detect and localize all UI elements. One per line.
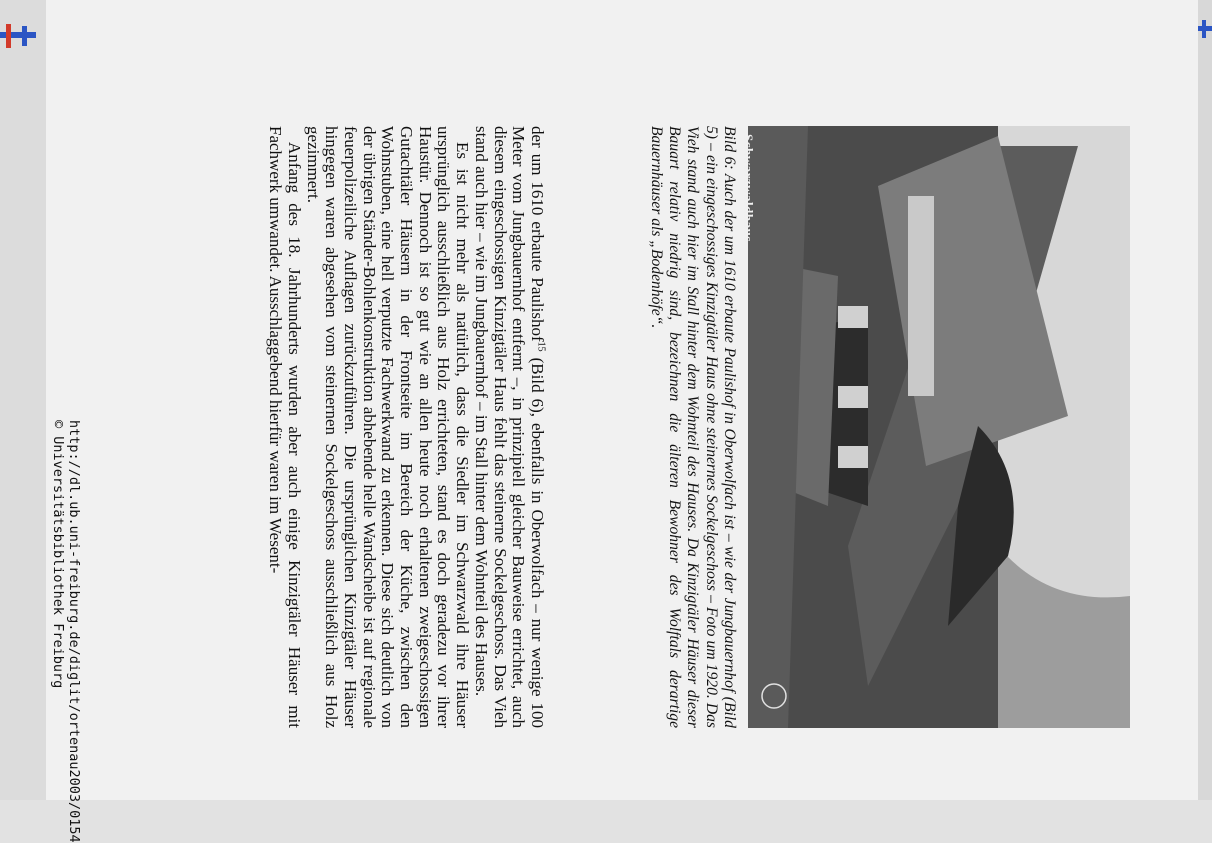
figure-caption [647, 126, 738, 728]
caption-text: Auch der um 1610 erbaute Paulishof in Oberwolfach ist – wie der Jungbauernhof (Bild 5) – ein eingeschossiges Kinzigtäler Haus ohne steinernes Sockelgeschoss – Foto um 1920. Das Vieh stand auch hier im Stall hinter dem Wohnteil des Hauses. Da Kinzigtäler Häuser dieser Bauart relativ niedrig sind, bezeichnen die älteren Bewohner des Wolftals derartige Bauernhäuser als „Bodenhöfe“. [647, 126, 738, 728]
thatched-farmhouse-image [748, 126, 1130, 728]
farmhouse-photo [741, 126, 1130, 728]
color-calibration-marks-right [1198, 20, 1212, 60]
body-paragraph-2: Es ist nicht mehr als natürlich, dass die Siedler im Schwarzwald ihre Häuser ursprünglich ausschließlich aus Holz errichteten, stand es doch geradezu vor ihrer Haustür. Dennoch ist so gut wie an allen heute noch erhaltenen zweigeschossigen Gutachtäler Häusern in der Frontseite im Bereich der Küche, zwischen den Wohnstuben, eine hell verputzte Fachwerkwand zu erkennen. Diese sich deutlich von der übrigen Ständer-Bohlenkonstruktion abhebende helle Wandscheibe ist auf regionale feuerpolizeiliche Auflagen zurückzuführen. Die ursprünglichen Kinzigtäler Häuser hingegen waren abgesehen vom steinernen Sockelgeschoss ausschließlich aus Holz gezimmert. [303, 126, 473, 728]
body-text [265, 126, 546, 728]
body-paragraph-1: der um 1610 erbaute Paulishof$^{15}$ (Bild 6), ebenfalls in Oberwolfach – nur wenige 100 Meter vom Jungbauernhof entfernt –, in prinzipiell gleicher Bauweise errichtet, auch diesem eingeschossigen Kinzigtäler Haus fehlt das steinerne Sockelgeschoss. Das Vieh stand auch hier – wie im Jungbauernhof – im Stall hinter dem Wohnteil des Hauses. [471, 126, 547, 728]
footnote-reference[interactable]: 15 [535, 341, 547, 352]
copyright-notice: © Universitätsbibliothek Freiburg [50, 420, 66, 689]
digitization-url: http://dl.ub.uni-freiburg.de/diglit/ortenau2003/0154 [66, 420, 82, 843]
book-page [46, 0, 1198, 843]
right-scan-margin [1198, 0, 1212, 800]
left-scan-margin [0, 0, 46, 800]
color-calibration-marks [0, 14, 46, 74]
photo-label: Schwarzwaldhaus [741, 134, 756, 242]
side-margin-text [50, 420, 82, 843]
caption-label: Bild 6: [721, 126, 738, 170]
body-paragraph-3: Anfang des 18. Jahrhunderts wurden aber auch einige Kinzigtäler Häuser mit Fachwerk umwandet. Ausschlaggebend hierfür waren im Wesent- [266, 126, 304, 728]
figure-caption-block [647, 126, 738, 728]
